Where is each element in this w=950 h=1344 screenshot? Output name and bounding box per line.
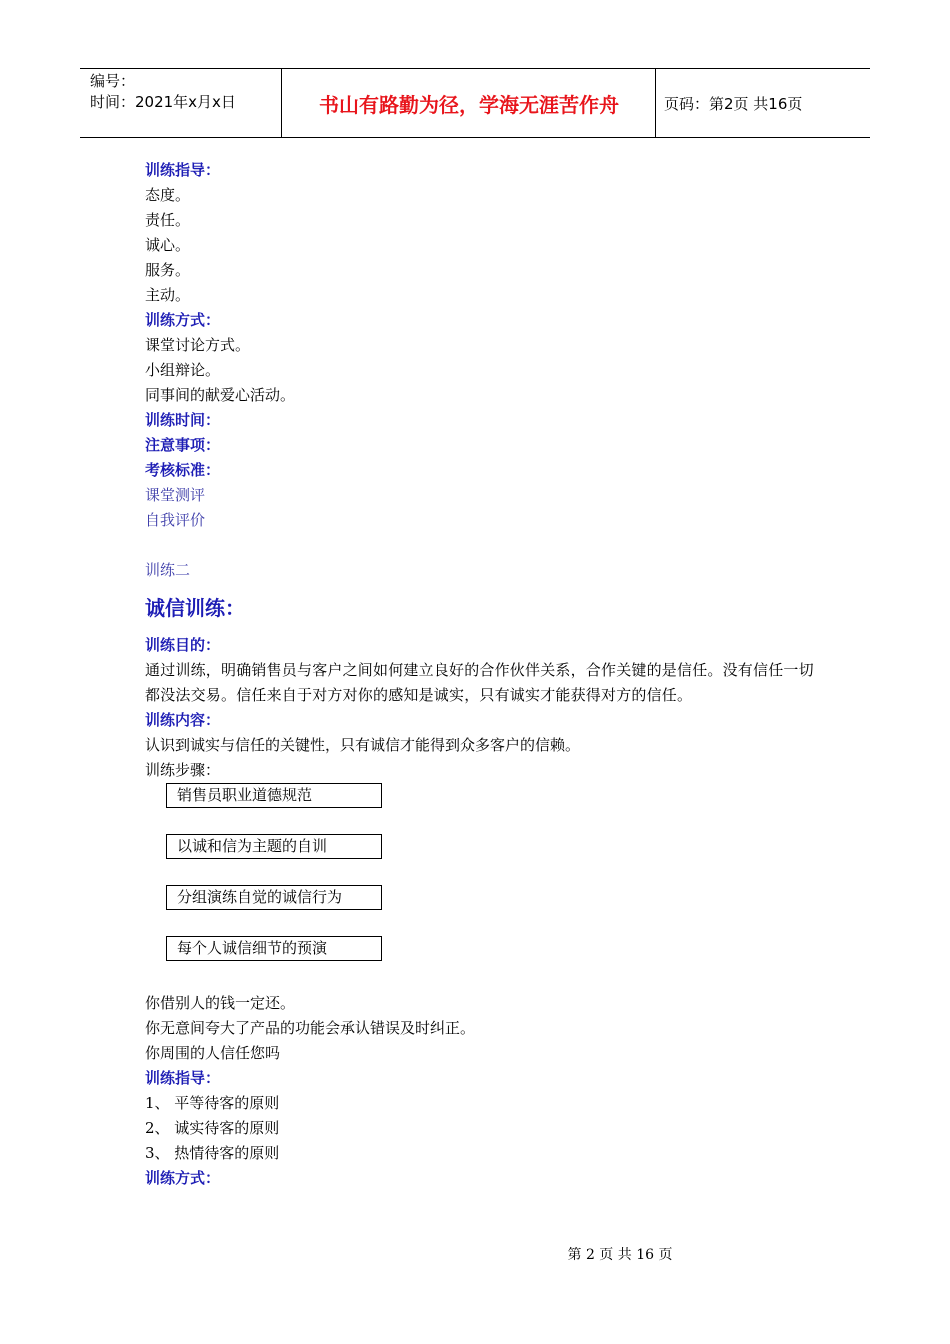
list-item: 你借别人的钱一定还。 (145, 994, 296, 1012)
list-item: 你周围的人信任您吗 (145, 1044, 281, 1062)
list-item: 3、 热情待客的原则 (145, 1144, 280, 1162)
step-box: 销售员职业道德规范 (166, 783, 382, 808)
list-item: 主动。 (145, 286, 191, 304)
paragraph: 通过训练，明确销售员与客户之间如何建立良好的合作伙伴关系，合作关键的是信任。没有信任一切都没法交易。信任来自于对方对你的感知是诚实，只有诚实才能获得对方的信任。 (145, 661, 814, 704)
section-heading: 训练内容： (145, 711, 221, 729)
section-heading: 训练目的： (145, 636, 221, 654)
list-item: 诚心。 (145, 236, 191, 254)
section-heading: 考核标准： (145, 461, 221, 479)
list-item: 同事间的献爱心活动。 (145, 386, 296, 404)
section-heading: 训练指导： (145, 1069, 221, 1087)
list-item: 自我评价 (145, 511, 206, 529)
list-item: 1、 平等待客的原则 (145, 1094, 280, 1112)
step-box: 分组演练自觉的诚信行为 (166, 885, 382, 910)
step-box: 每个人诚信细节的预演 (166, 936, 382, 961)
paragraph: 认识到诚实与信任的关键性，只有诚信才能得到众多客户的信赖。 (145, 736, 581, 754)
spacer (145, 961, 815, 991)
footer-page-number: 第 2 页 共 16 页 (567, 1247, 673, 1263)
list-item: 课堂讨论方式。 (145, 336, 251, 354)
list-item: 责任。 (145, 211, 191, 229)
list-item: 小组辩论。 (145, 361, 221, 379)
section-heading: 注意事项： (145, 436, 221, 454)
section-heading: 训练方式： (145, 1169, 221, 1187)
page-header (80, 68, 870, 138)
section-heading: 训练时间： (145, 411, 221, 429)
section-heading: 训练指导： (145, 161, 221, 179)
spacer (145, 533, 815, 558)
list-item: 2、 诚实待客的原则 (145, 1119, 280, 1137)
header-motto: 书山有路勤为径，学海无涯苦作舟 (319, 92, 619, 117)
spacer (145, 859, 815, 885)
document-body (145, 158, 815, 1191)
list-item: 你无意间夸大了产品的功能会承认错误及时纠正。 (145, 1019, 476, 1037)
section-heading: 训练方式： (145, 311, 221, 329)
time-label: 时间：2021年x月x日 (90, 93, 236, 111)
spacer (145, 910, 815, 936)
header-divider (655, 69, 656, 137)
page-footer (0, 1244, 950, 1264)
steps-label: 训练步骤： (145, 761, 221, 779)
step-box: 以诚和信为主题的自训 (166, 834, 382, 859)
list-item: 服务。 (145, 261, 191, 279)
list-item: 态度。 (145, 186, 191, 204)
header-page-info: 页码：第2页 共16页 (664, 94, 803, 113)
spacer (145, 808, 815, 834)
list-item: 课堂测评 (145, 486, 206, 504)
section-title: 诚信训练： (145, 596, 245, 620)
number-label: 编号： (90, 72, 136, 90)
section-label: 训练二 (145, 561, 191, 579)
header-left (90, 71, 236, 113)
